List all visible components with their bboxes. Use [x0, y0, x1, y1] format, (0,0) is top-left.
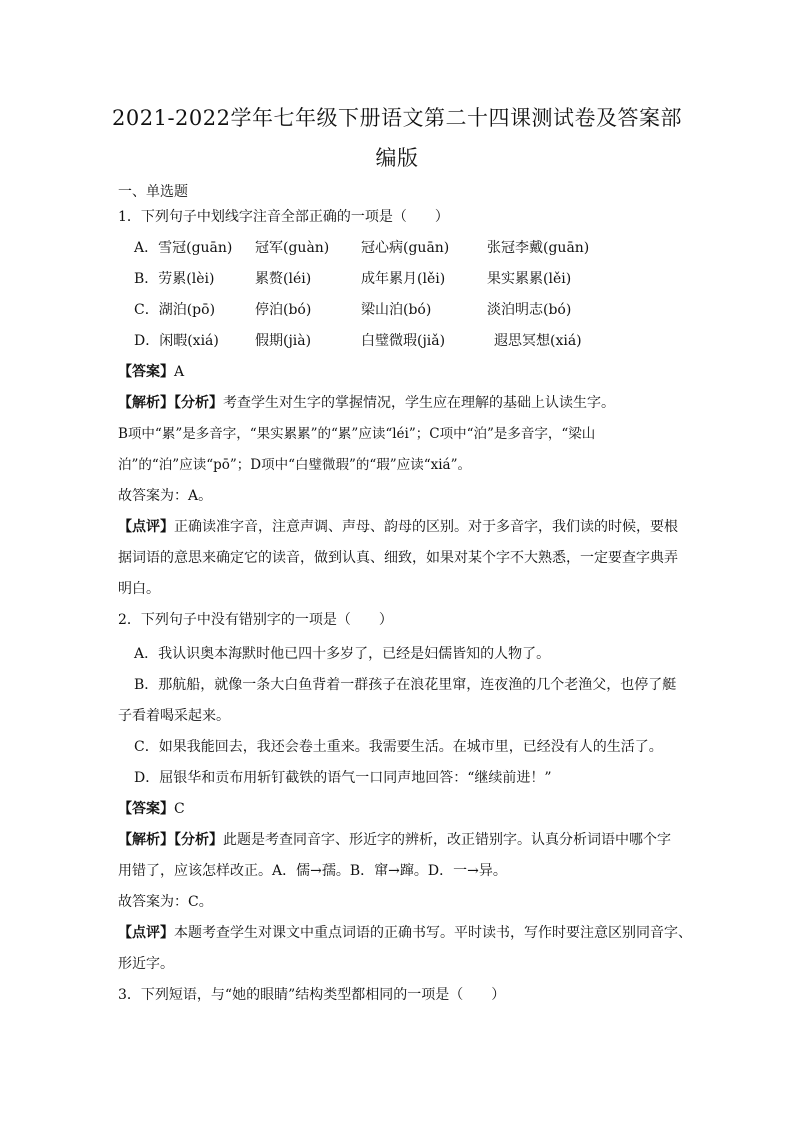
document-title-line1: 2021-2022学年七年级下册语文第二十四课测试卷及答案部 — [112, 106, 682, 130]
q2-option-b-line2: 子看着喝采起来。 — [118, 708, 230, 724]
q2-answer — [118, 798, 678, 820]
answer-value: C — [174, 801, 185, 817]
q1-detail-line2: 泊”的“泊”应读“pō”；D项中“白璧微瑕”的“瑕”应读“xiá”。 — [118, 457, 471, 473]
q1-option-d-4: 遐思冥想(xiá) — [494, 333, 582, 349]
q1-comment-line3: 明白。 — [118, 581, 160, 597]
q1-option-b-2: 累赘(léi) — [255, 271, 312, 287]
q1-detail-line1: B项中“累”是多音字，“果实累累”的“累”应读“léi”；C项中“泊”是多音字，“梁山 — [118, 426, 596, 442]
analysis-tag: 【解析】【分析】 — [118, 395, 223, 411]
document-title-line2: 编版 — [375, 146, 419, 170]
q1-option-c-1: C．湖泊(pō) — [134, 302, 216, 318]
q2-analysis-line1 — [118, 829, 678, 851]
q2-option-a: A．我认识奥本海默时他已四十多岁了，已经是妇儒皆知的人物了。 — [134, 646, 551, 662]
q1-option-c-4: 淡泊明志(bó) — [487, 302, 572, 318]
comment-text: 正确读准字音，注意声调、声母、韵母的区别。对于多音字，我们读的时候，要根 — [174, 519, 678, 535]
q1-answer — [118, 361, 678, 383]
answer-tag: 【答案】 — [118, 364, 174, 380]
answer-value: A — [174, 364, 185, 380]
q1-option-d-2: 假期(jià) — [255, 333, 312, 349]
q2-comment-line2: 形近字。 — [118, 956, 174, 972]
q1-option-b-4: 果实累累(lěi) — [487, 271, 572, 287]
section-heading: 一、单选题 — [118, 184, 188, 200]
q2-option-d: D．屈银华和贡布用斩钉截铁的语气一口同声地回答：“继续前进！” — [134, 770, 552, 786]
q1-comment-line2: 据词语的意思来确定它的读音，做到认真、细致，如果对某个字不大熟悉，一定要查字典弄 — [118, 550, 678, 566]
q2-option-c: C．如果我能回去，我还会卷土重来。我需要生活。在城市里，已经没有人的生活了。 — [134, 739, 663, 755]
q1-option-c-2: 停泊(bó) — [255, 302, 312, 318]
analysis-tag: 【解析】【分析】 — [118, 832, 223, 848]
q1-option-a-1: A．雪冠(guān) — [134, 240, 233, 256]
q1-option-b-1: B．劳累(lèi) — [134, 271, 215, 287]
analysis-text: 此题是考查同音字、形近字的辨析，改正错别字。认真分析词语中哪个字 — [223, 832, 671, 848]
q1-option-b-3: 成年累月(lěi) — [361, 271, 446, 287]
q1-option-a-4: 张冠李戴(guān) — [487, 240, 590, 256]
q1-option-d-3: 白璧微瑕(jiǎ) — [361, 333, 446, 349]
q1-option-d-1: D．闲暇(xiá) — [134, 333, 219, 349]
q1-option-a-2: 冠军(guàn) — [255, 240, 330, 256]
q1-comment-line1 — [118, 516, 678, 538]
comment-tag: 【点评】 — [118, 925, 174, 941]
q2-analysis-line2: 用错了，应该怎样改正。A．儒→孺。B．窜→蹿。D．一→异。 — [118, 863, 507, 879]
q1-analysis — [118, 392, 678, 414]
q1-conclusion: 故答案为：A。 — [118, 488, 213, 504]
q2-option-b-line1: B．那航船，就像一条大白鱼背着一群孩子在浪花里窜，连夜渔的几个老渔父，也停了艇 — [134, 677, 677, 693]
analysis-text: 考查学生对生字的掌握情况，学生应在理解的基础上认读生字。 — [223, 395, 615, 411]
q1-stem: 1．下列句子中划线字注音全部正确的一项是（ ） — [118, 209, 449, 225]
q2-conclusion: 故答案为：C。 — [118, 894, 213, 910]
comment-tag: 【点评】 — [118, 519, 174, 535]
comment-text: 本题考查学生对课文中重点词语的正确书写。平时读书，写作时要注意区别同音字、 — [174, 925, 692, 941]
answer-tag: 【答案】 — [118, 801, 174, 817]
q1-option-a-3: 冠心病(guān) — [361, 240, 450, 256]
q2-comment-line1 — [118, 922, 692, 944]
q2-stem: 2．下列句子中没有错别字的一项是（ ） — [118, 612, 393, 628]
q3-stem: 3．下列短语，与“她的眼睛”结构类型都相同的一项是（ ） — [118, 987, 506, 1003]
q1-option-c-3: 梁山泊(bó) — [361, 302, 432, 318]
